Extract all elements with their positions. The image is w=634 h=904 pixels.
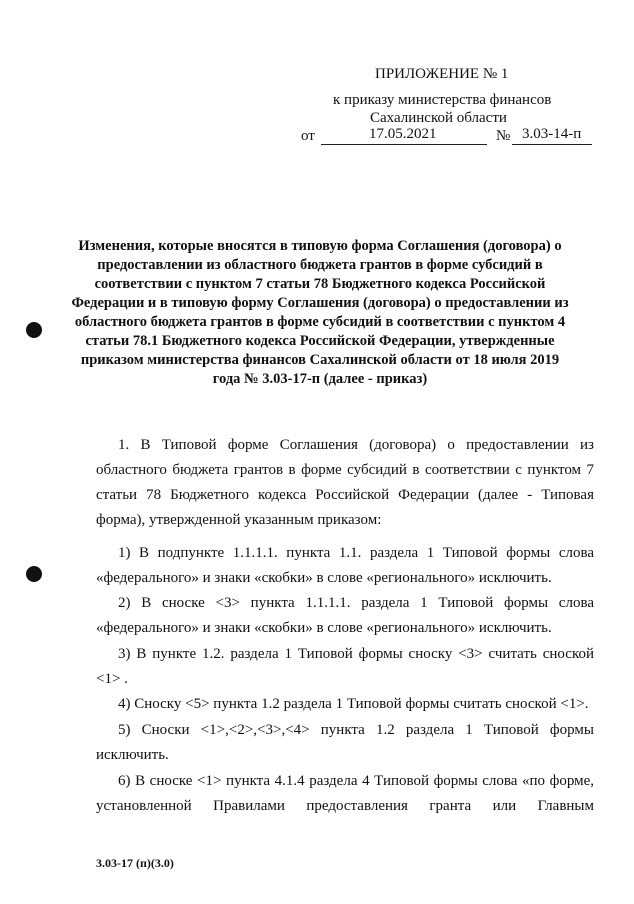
paragraph-6: 5) Сноски <1>,<2>,<3>,<4> пункта 1.2 раздела 1 Типовой формы исключить. — [96, 722, 594, 763]
punch-hole-top — [26, 322, 42, 338]
region-name: Сахалинской области — [370, 110, 507, 126]
punch-hole-bottom — [26, 566, 42, 582]
paragraph-4: 3) В пункте 1.2. раздела 1 Типовой формы сноску <3> считать сноской <1> . — [96, 646, 594, 687]
order-date: 17.05.2021 — [369, 126, 437, 142]
order-reference: к приказу министерства финансов — [333, 92, 552, 108]
paragraph-2: 1) В подпункте 1.1.1.1. пункта 1.1. раздела 1 Типовой формы слова «федерального» и знаки «скобки» в слове «регионального» исключить. — [96, 545, 594, 586]
document-title: Изменения, которые вносятся в типовую форма Соглашения (договора) о предоставлении из областного бюджета грантов в форме субсидий в соответствии с пунктом 7 статьи 78 Бюджетного кодекса Российской Федерации и в типовую форму Соглашения (договора) о предоставлении из областного бюджета грантов в форме субсидий в соответствии с пунктом 4 статьи 78.1 Бюджетного кодекса Российской Федерации, утвержденные приказом министерства финансов Сахалинской области от 18 июля 2019 года № 3.03-17-п (далее - приказ) — [71, 238, 569, 387]
paragraph-5: 4) Сноску <5> пункта 1.2 раздела 1 Типовой формы считать сноской <1>. — [118, 696, 589, 712]
page-footer-code: 3.03-17 (п)(3.0) — [96, 856, 174, 870]
date-underline — [321, 144, 487, 145]
paragraph-1: 1. В Типовой форме Соглашения (договора) о предоставлении из областного бюджета грантов в форме субсидий в соответствии с пунктом 7 статьи 78 Бюджетного кодекса Российской Федерации (далее - Типовая форма), утвержденной указанным приказом: — [96, 437, 594, 528]
order-number: 3.03-14-п — [522, 126, 582, 142]
number-label: № — [496, 128, 511, 144]
from-label: от — [301, 128, 315, 144]
paragraph-7: 6) В сноске <1> пункта 4.1.4 раздела 4 Типовой формы слова «по форме, установленной Правилами предоставления гранта или Главным — [96, 773, 594, 814]
paragraph-3: 2) В сноске <3> пункта 1.1.1.1. раздела 1 Типовой формы слова «федерального» и знаки «скобки» в слове «регионального» исключить. — [96, 595, 594, 636]
appendix-label: ПРИЛОЖЕНИЕ № 1 — [375, 66, 509, 82]
number-underline — [512, 144, 592, 145]
